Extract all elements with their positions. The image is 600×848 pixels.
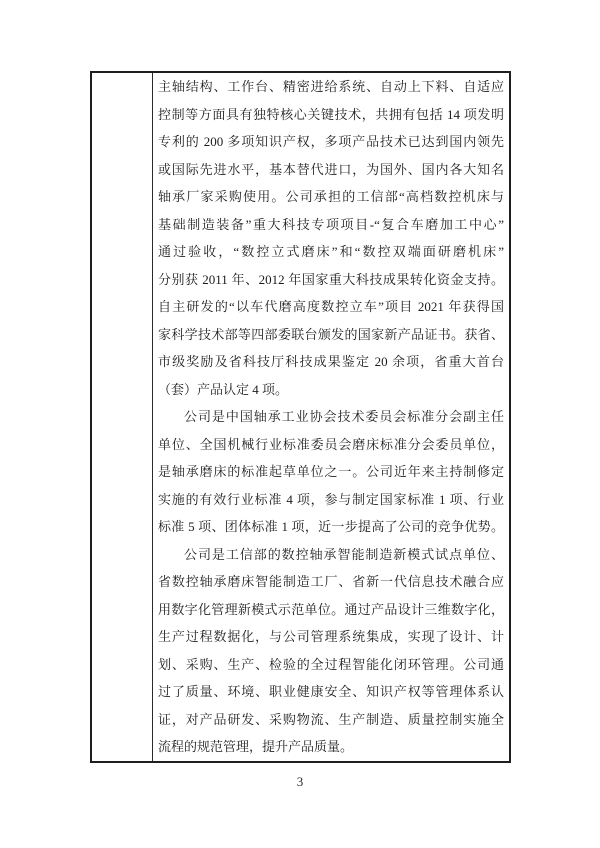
text-line: 基础制造装备”重大科技专项项目-“复合车磨加工中心” xyxy=(158,216,504,232)
paragraph xyxy=(158,403,504,541)
text-line: 公司是工信部的数控轴承智能制造新模式试点单位、 xyxy=(184,546,504,562)
text-line: 公司是中国轴承工业协会技术委员会标准分会副主任 xyxy=(184,409,504,424)
table-text-cell xyxy=(153,73,509,761)
text-line: 标准 5 项、团体标准 1 项，近一步提高了公司的竞争优势。 xyxy=(158,519,504,534)
text-line: 单位、全国机械行业标准委员会磨床标准分会委员单位， xyxy=(158,436,504,452)
text-line: 轴承厂家采购使用。公司承担的工信部“高档数控机床与 xyxy=(158,189,504,204)
text-line: 流程的规范管理，提升产品质量。 xyxy=(158,739,354,754)
text-line: 是轴承磨床的标准起草单位之一。公司近年来主持制修定 xyxy=(158,464,504,479)
text-line: 家科学技术部等四部委联台颁发的国家新产品证书。获省、 xyxy=(158,326,504,342)
text-line: 专利的 200 多项知识产权，多项产品技术已达到国内领先 xyxy=(158,134,504,149)
text-line: 生产过程数据化，与公司管理系统集成，实现了设计、计 xyxy=(158,629,504,644)
text-line: 证，对产品研发、采购物流、生产制造、质量控制实施全 xyxy=(158,711,504,727)
paragraph xyxy=(158,541,504,761)
text-line: 自主研发的“以车代磨高度数控立车”项目 2021 年获得国 xyxy=(158,299,504,314)
table-left-cell xyxy=(92,73,153,761)
text-line: 通过验收，“数控立式磨床”和“数控双端面研磨机床” xyxy=(158,244,504,259)
text-line: 或国际先进水平，基本替代进口，为国外、国内各大知名 xyxy=(158,161,504,177)
content-table xyxy=(90,71,511,763)
text-line: 控制等方面具有独特核心关键技术，共拥有包括 14 项发明 xyxy=(158,106,504,122)
text-line: 实施的有效行业标准 4 项，参与制定国家标准 1 项、行业 xyxy=(158,491,504,507)
page-number: 3 xyxy=(296,774,304,789)
text-line: 省数控轴承磨床智能制造工厂、省新一代信息技术融合应 xyxy=(158,574,504,589)
paragraph xyxy=(158,73,504,403)
text-line: 用数字化管理新模式示范单位。通过产品设计三维数字化， xyxy=(158,601,504,617)
text-line: 分别获 2011 年、2012 年国家重大科技成果转化资金支持。 xyxy=(158,271,504,287)
text-line: 主轴结构、工作台、精密进给系统、自动上下料、自适应 xyxy=(158,79,504,94)
text-line: 过了质量、环境、职业健康安全、知识产权等管理体系认 xyxy=(158,684,504,699)
text-line: 市级奖励及省科技厅科技成果鉴定 20 余项，省重大首台 xyxy=(158,354,504,369)
text-line: （套）产品认定 4 项。 xyxy=(158,381,289,397)
text-line: 划、采购、生产、检验的全过程智能化闭环管理。公司通 xyxy=(158,656,504,672)
